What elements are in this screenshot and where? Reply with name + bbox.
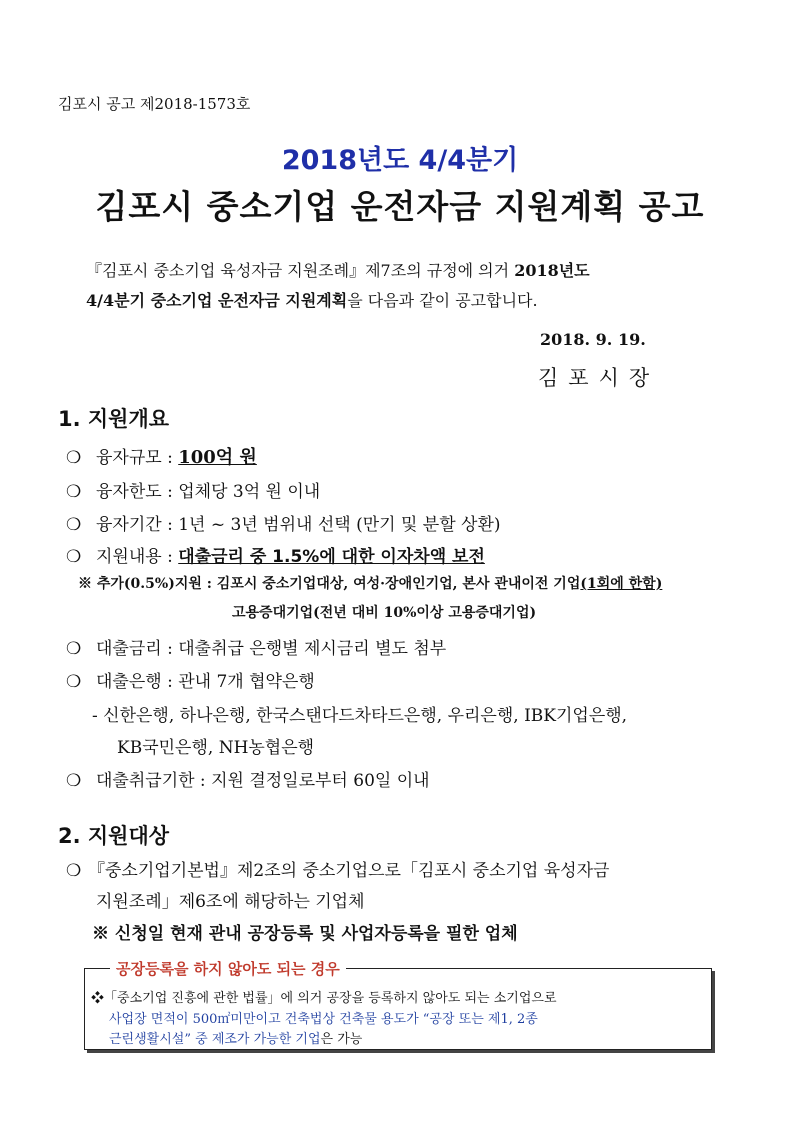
additional-support-note: ※ 추가(0.5%)지원 : 김포시 중소기업대상, 여성·장애인기업, 본사 관내이전 기업(1회에 한함) bbox=[78, 576, 663, 592]
list-item-deadline: ❍ 대출취급기한 : 지원 결정일로부터 60일 이내 bbox=[66, 771, 430, 791]
exception-line-3: 근린생활시설” 중 제조가 가능한 기업은 가능 bbox=[109, 1032, 363, 1047]
diamond-bullet-icon: ❖ bbox=[91, 991, 105, 1006]
bank-list-line-2: KB국민은행, NH농협은행 bbox=[117, 738, 315, 758]
circle-bullet-icon: ❍ bbox=[66, 448, 82, 468]
list-item-loan-period: ❍ 융자기간 : 1년 ~ 3년 범위내 선택 (만기 및 분할 상환) bbox=[66, 515, 501, 535]
page-title: 김포시 중소기업 운전자금 지원계획 공고 bbox=[95, 187, 705, 226]
bank-list-line-1: - 신한은행, 하나은행, 한국스탠다드차타드은행, 우리은행, IBK기업은행, bbox=[92, 706, 628, 726]
eligibility-line-1: ❍ 『중소기업기본법』제2조의 중소기업으로「김포시 중소기업 육성자금 bbox=[66, 861, 610, 881]
circle-bullet-icon: ❍ bbox=[66, 861, 82, 881]
list-item-interest-rate: ❍ 대출금리 : 대출취급 은행별 제시금리 별도 첨부 bbox=[66, 639, 447, 659]
circle-bullet-icon: ❍ bbox=[66, 771, 82, 791]
eligibility-line-2: 지원조례」제6조에 해당하는 기업체 bbox=[96, 892, 365, 912]
exception-line-1: ❖「중소기업 진흥에 관한 법률」에 의거 공장을 등록하지 않아도 되는 소기업으로 bbox=[91, 991, 557, 1006]
circle-bullet-icon: ❍ bbox=[66, 639, 82, 659]
exception-box bbox=[84, 968, 712, 1050]
eligibility-note: ※ 신청일 현재 관내 공장등록 및 사업자등록을 필한 업체 bbox=[92, 924, 518, 944]
mayor-signature: 김포시장 bbox=[538, 366, 660, 390]
document-number: 김포시 공고 제2018-1573호 bbox=[58, 95, 251, 113]
announcement-date: 2018. 9. 19. bbox=[540, 330, 646, 349]
intro-line-1: 『김포시 중소기업 육성자금 지원조례』제7조의 규정에 의거 2018년도 bbox=[86, 261, 590, 280]
list-item-lending-banks: ❍ 대출은행 : 관내 7개 협약은행 bbox=[66, 672, 315, 692]
title-period: 2018년도 4/4분기 bbox=[281, 145, 519, 176]
circle-bullet-icon: ❍ bbox=[66, 672, 82, 692]
list-item-support-content: ❍ 지원내용 : 대출금리 중 1.5%에 대한 이자차액 보전 bbox=[66, 547, 485, 567]
list-item-loan-scale: ❍ 융자규모 : 100억 원 bbox=[66, 447, 257, 468]
exception-line-2: 사업장 면적이 500㎡미만이고 건축법상 건축물 용도가 “공장 또는 제1, 2종 bbox=[109, 1012, 538, 1027]
intro-line-2: 4/4분기 중소기업 운전자금 지원계획을 다음과 같이 공고합니다. bbox=[86, 291, 538, 310]
circle-bullet-icon: ❍ bbox=[66, 515, 82, 535]
additional-support-note-line2: 고용증대기업(전년 대비 10%이상 고용증대기업) bbox=[232, 605, 537, 621]
section1-heading: 1. 지원개요 bbox=[58, 407, 170, 431]
circle-bullet-icon: ❍ bbox=[66, 482, 82, 502]
list-item-loan-limit: ❍ 융자한도 : 업체당 3억 원 이내 bbox=[66, 482, 321, 502]
circle-bullet-icon: ❍ bbox=[66, 547, 82, 567]
exception-box-title: 공장등록을 하지 않아도 되는 경우 bbox=[110, 958, 346, 979]
section2-heading: 2. 지원대상 bbox=[58, 824, 170, 848]
intro-paragraph bbox=[86, 256, 590, 316]
